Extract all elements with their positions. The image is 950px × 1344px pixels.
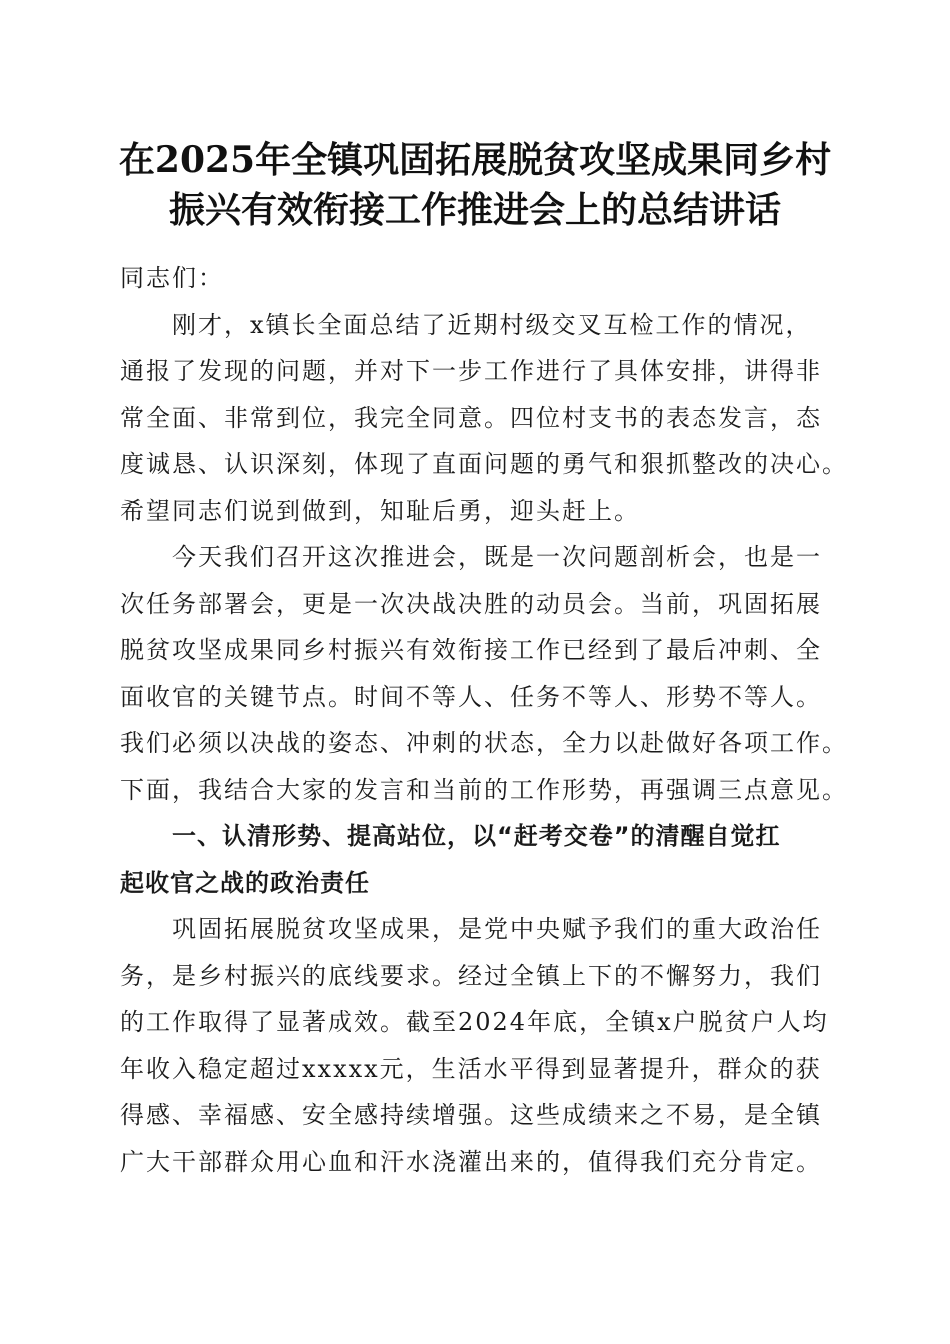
document-body: [120, 255, 848, 1185]
document-title-line-1: 在2025年全镇巩固拓展脱贫攻坚成果同乡村: [118, 139, 832, 181]
paragraph-1-line: 通报了发现的问题，并对下一步工作进行了具体安排，讲得非: [120, 357, 822, 385]
paragraph-2-line: 我们必须以决战的姿态、冲刺的状态，全力以赴做好各项工作。: [120, 729, 848, 757]
paragraph-2-line: 下面，我结合大家的发言和当前的工作形势，再强调三点意见。: [120, 775, 848, 804]
paragraph-2-line: 脱贫攻坚成果同乡村振兴有效衔接工作已经到了最后冲刺、全: [120, 636, 822, 664]
paragraph-3-line: 得感、幸福感、安全感持续增强。这些成绩来之不易，是全镇: [120, 1101, 822, 1129]
paragraph-1-line: 度诚恳、认识深刻，体现了直面问题的勇气和狠抓整改的决心。: [120, 450, 848, 478]
paragraph-2-line: 次任务部署会，更是一次决战决胜的动员会。当前，巩固拓展: [120, 589, 822, 618]
paragraph-3-line: 务，是乡村振兴的底线要求。经过全镇上下的不懈努力，我们: [120, 961, 822, 990]
paragraph-1-line: 常全面、非常到位，我完全同意。四位村支书的表态发言，态: [120, 403, 822, 432]
section-heading-line: 一、认清形势、提高站位，以“赶考交卷”的清醒自觉扛: [172, 822, 781, 850]
paragraph-2-line: 面收官的关键节点。时间不等人、任务不等人、形势不等人。: [120, 682, 822, 711]
paragraph-3-line: 的工作取得了显著成效。截至2024年底，全镇x户脱贫户人均: [120, 1008, 829, 1036]
paragraph-3-line: 年收入稳定超过xxxxx元，生活水平得到显著提升，群众的获: [120, 1054, 822, 1083]
paragraph-3-line: 广大干部群众用心血和汗水浇灌出来的，值得我们充分肯定。: [120, 1147, 822, 1176]
paragraph-3-line: 巩固拓展脱贫攻坚成果，是党中央赋予我们的重大政治任: [172, 915, 822, 943]
salutation: 同志们：: [120, 264, 224, 292]
paragraph-2-line: 今天我们召开这次推进会，既是一次问题剖析会，也是一: [172, 543, 822, 571]
paragraph-1-line: 希望同志们说到做到，知耻后勇，迎头赶上。: [120, 496, 640, 525]
section-heading-line: 起收官之战的政治责任: [120, 868, 370, 897]
document-title-line-2: 振兴有效衔接工作推进会上的总结讲话: [168, 189, 781, 231]
paragraph-1-line: 刚才，x镇长全面总结了近期村级交叉互检工作的情况，: [172, 310, 812, 339]
